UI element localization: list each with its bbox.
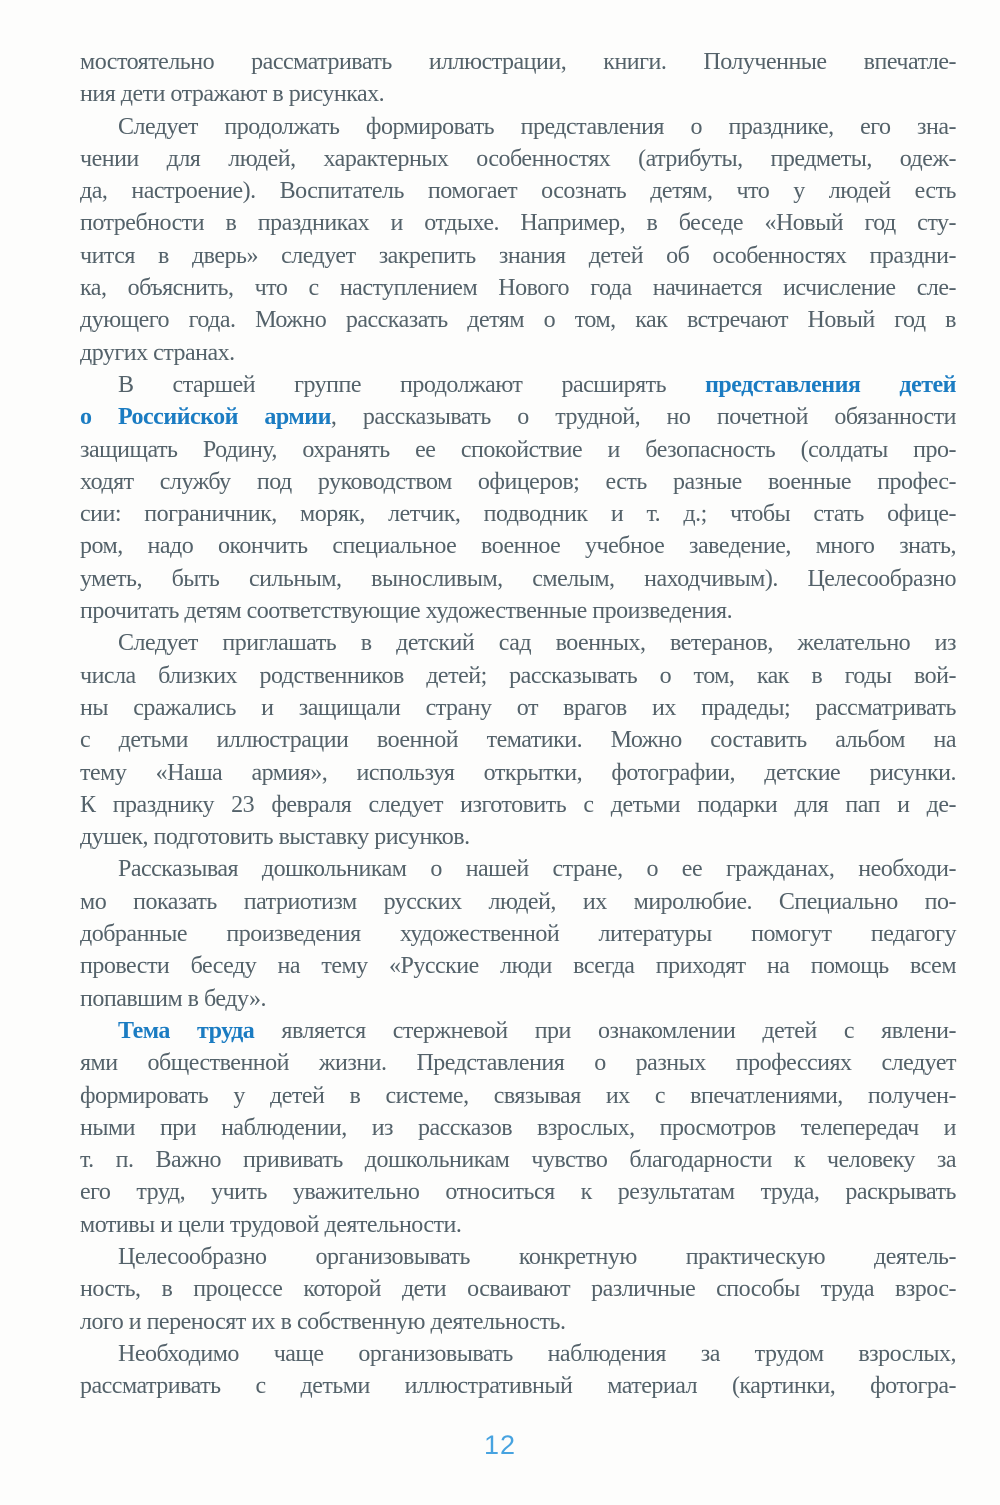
text-line [80,950,956,982]
text-segment: ходят службу под руководством офицеров; есть разные военные профес- [80,468,956,495]
text-line [80,724,956,756]
text-segment: защищать Родину, охранять ее спокойствие и безопасность (солдаты про- [80,436,956,463]
text-segment: мо показать патриотизм русских людей, их миролюбие. Специально по- [80,888,956,915]
text-segment: числа близких родственников детей; рассказывать о том, как в годы вой- [80,662,956,689]
text-line [80,272,956,304]
text-segment: ка, объяснить, что с наступлением Нового года начинается исчисление сле- [80,275,956,302]
text-line [80,304,956,336]
text-segment: Следует приглашать в детский сад военных, ветеранов, желательно из [118,630,956,657]
text-line [80,1241,956,1273]
text-segment: провести беседу на тему «Русские люди всегда приходят на помощь всем [80,953,956,980]
paragraph [80,853,956,1014]
text-line [80,1047,956,1079]
text-line [80,240,956,272]
paragraph [80,1338,956,1403]
text-line [80,175,956,207]
text-segment: тему «Наша армия», используя открытки, фотографии, детские рисунки. [80,759,956,786]
text-line [80,660,956,692]
text-segment: ность, в процессе которой дети осваивают различные способы труда взрос- [80,1276,956,1303]
text-segment: Следует продолжать формировать представления о празднике, его зна- [118,113,956,140]
text-line [80,1176,956,1208]
text-line [80,595,956,627]
text-line [80,1370,956,1402]
paragraph [80,111,956,369]
text-block [80,46,956,1402]
text-segment: Необходимо чаще организовывать наблюдения за трудом взрослых, [118,1340,956,1367]
text-segment: ными при наблюдении, из рассказов взрослых, просмотров телепередач и [80,1114,956,1141]
text-line [80,111,956,143]
text-line [80,46,956,78]
text-line [80,1273,956,1305]
text-line [80,918,956,950]
text-line [80,434,956,466]
text-segment: ями общественной жизни. Представления о разных профессиях следует [80,1050,956,1077]
text-line [80,207,956,239]
text-segment: формировать у детей в системе, связывая их с впечатлениями, получен- [80,1082,956,1109]
text-line [80,886,956,918]
text-segment: добранные произведения художественной литературы помогут педагогу [80,921,956,948]
text-segment: ния дети отражают в рисунках. [80,81,385,108]
text-segment: Рассказывая дошкольникам о нашей стране, о ее гражданах, необходи- [118,856,956,883]
text-line [80,143,956,175]
text-line [80,563,956,595]
accent-phrase: представления детей [705,371,956,398]
text-segment: других странах. [80,339,235,366]
text-segment: душек, подготовить выставку рисунков. [80,824,470,851]
text-segment: является стержневой при ознакомлении детей с явлени- [254,1017,957,1044]
text-segment: дующего года. Можно рассказать детям о том, как встречают Новый год в [80,307,956,334]
text-segment: уметь, быть сильным, выносливым, смелым, находчивым). Целесообразно [80,565,956,592]
text-segment: В старшей группе продолжают расширять [118,371,706,398]
text-line [80,78,956,110]
text-segment: потребности в праздниках и отдыхе. Например, в беседе «Новый год сту- [80,210,956,237]
accent-phrase: о Российской армии [80,404,331,431]
paragraph [80,1241,956,1338]
text-line [80,401,956,433]
text-segment: рассматривать с детьми иллюстративный материал (картинки, фотогра- [80,1373,956,1400]
text-line [80,789,956,821]
paragraph [80,369,956,627]
text-segment: ром, надо окончить специальное военное учебное заведение, много знать, [80,533,956,560]
text-segment: мотивы и цели трудовой деятельности. [80,1211,462,1238]
paragraph [80,627,956,853]
text-segment: лого и переносят их в собственную деятельность. [80,1308,566,1335]
paragraph [80,46,956,111]
text-line [80,627,956,659]
page-number: 12 [483,1430,517,1460]
text-line [80,983,956,1015]
text-segment: Целесообразно организовывать конкретную практическую деятель- [118,1243,956,1270]
text-segment: чении для людей, характерных особенностях (атрибуты, предметы, одеж- [80,145,956,172]
text-segment: сии: пограничник, моряк, летчик, подводник и т. д.; чтобы стать офице- [80,501,956,528]
text-segment: мостоятельно рассматривать иллюстрации, книги. Полученные впечатле- [80,49,956,75]
paragraph [80,1015,956,1241]
text-line [80,853,956,885]
text-line [80,1338,956,1370]
text-line [80,821,956,853]
text-line [80,1015,956,1047]
text-segment: чится в дверь» следует закрепить знания детей об особенностях праздни- [80,242,956,269]
text-line [80,1144,956,1176]
text-line [80,498,956,530]
text-segment: прочитать детям соответствующие художественные произведения. [80,598,733,625]
text-segment: с детьми иллюстрации военной тематики. Можно составить альбом на [80,727,956,754]
text-line [80,466,956,498]
text-line [80,530,956,562]
text-segment: попавшим в беду». [80,985,267,1012]
text-line [80,692,956,724]
text-line [80,1209,956,1241]
text-segment: ны сражались и защищали страну от врагов их прадеды; рассматривать [80,694,956,721]
text-line [80,1306,956,1338]
text-line [80,369,956,401]
text-line [80,1080,956,1112]
accent-phrase: Тема труда [118,1017,255,1044]
text-segment: , рассказывать о трудной, но почетной обязанности [330,404,956,431]
text-line [80,757,956,789]
text-line [80,337,956,369]
text-line [80,1112,956,1144]
text-segment: да, настроение). Воспитатель помогает осознать детям, что у людей есть [80,178,956,205]
text-segment: его труд, учить уважительно относиться к результатам труда, раскрывать [80,1179,956,1206]
text-segment: т. п. Важно прививать дошкольникам чувство благодарности к человеку за [80,1147,956,1174]
text-segment: К празднику 23 февраля следует изготовить с детьми подарки для пап и де- [80,791,956,818]
page-footer [0,1430,1000,1461]
